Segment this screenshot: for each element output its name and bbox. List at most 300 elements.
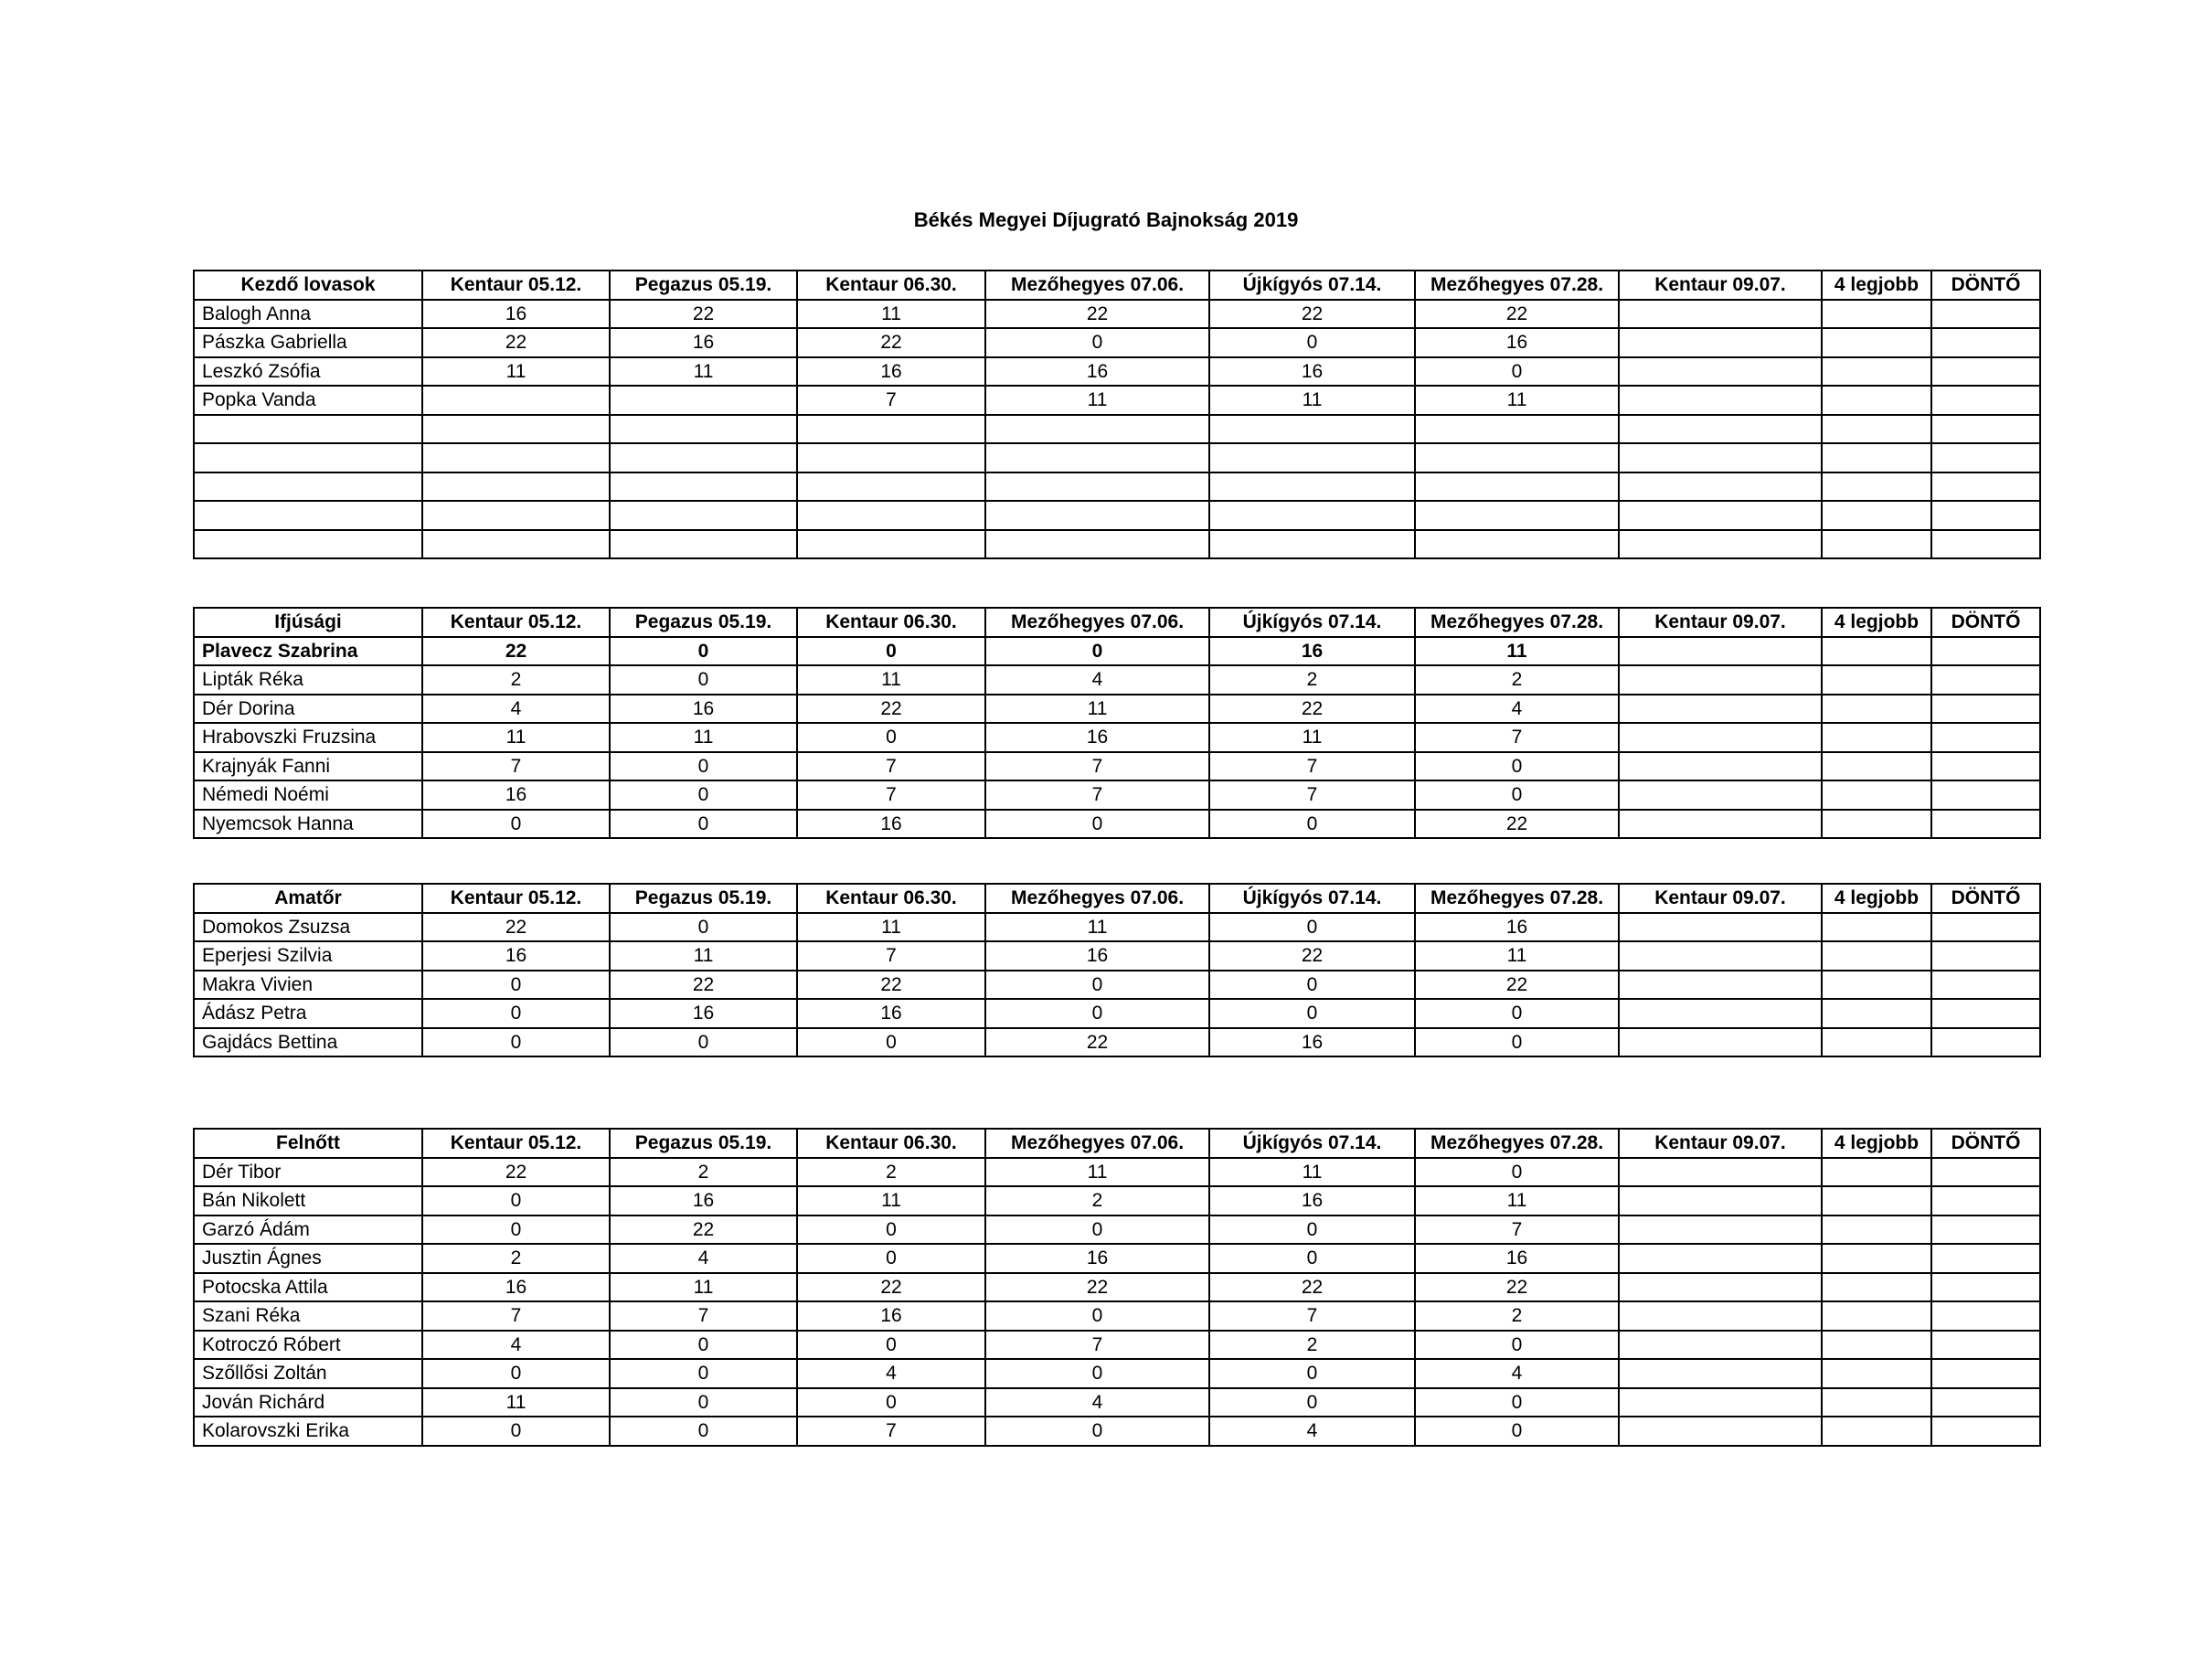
table-row <box>194 357 2040 387</box>
score-cell <box>1931 780 2040 810</box>
score-cell: 16 <box>422 780 610 810</box>
score-cell: 11 <box>1415 386 1619 415</box>
score-cell <box>1931 300 2040 329</box>
score-cell: 0 <box>985 637 1209 666</box>
score-cell: 11 <box>1209 1158 1415 1187</box>
score-cell: 11 <box>1415 941 1619 971</box>
table-row <box>194 1331 2040 1360</box>
rider-name-cell: Krajnyák Fanni <box>194 752 422 781</box>
column-header: Újkígyós 07.14. <box>1209 884 1415 913</box>
score-cell <box>1619 530 1822 559</box>
score-cell <box>422 472 610 502</box>
score-cell <box>1931 1301 2040 1331</box>
score-cell <box>1619 1301 1822 1331</box>
score-cell <box>1209 415 1415 444</box>
score-cell <box>1931 1215 2040 1245</box>
score-cell: 7 <box>985 780 1209 810</box>
score-cell: 0 <box>1415 357 1619 387</box>
score-cell: 16 <box>985 723 1209 752</box>
score-cell: 7 <box>797 752 985 781</box>
column-header: 4 legjobb <box>1822 884 1931 913</box>
score-cell: 7 <box>985 1331 1209 1360</box>
score-cell <box>985 501 1209 530</box>
rider-name-cell: Potocska Attila <box>194 1273 422 1302</box>
score-cell: 0 <box>1415 1331 1619 1360</box>
score-cell: 22 <box>797 328 985 357</box>
score-cell: 16 <box>422 300 610 329</box>
column-header: 4 legjobb <box>1822 1129 1931 1158</box>
column-header: DÖNTŐ <box>1931 1129 2040 1158</box>
score-cell: 11 <box>1209 386 1415 415</box>
score-cell <box>1931 357 2040 387</box>
score-cell <box>1209 443 1415 472</box>
rider-name-cell <box>194 530 422 559</box>
rider-name-cell: Balogh Anna <box>194 300 422 329</box>
column-header: Mezőhegyes 07.28. <box>1415 271 1619 300</box>
column-header: Újkígyós 07.14. <box>1209 271 1415 300</box>
column-header: Mezőhegyes 07.06. <box>985 608 1209 637</box>
score-cell <box>1619 472 1822 502</box>
score-cell <box>1931 1417 2040 1446</box>
score-cell <box>1619 1028 1822 1057</box>
rider-name-cell <box>194 501 422 530</box>
score-cell: 22 <box>1209 695 1415 724</box>
score-cell: 0 <box>610 913 797 942</box>
rider-name-cell: Szani Réka <box>194 1301 422 1331</box>
table-row <box>194 723 2040 752</box>
rider-name-cell: Dér Dorina <box>194 695 422 724</box>
score-cell <box>1619 695 1822 724</box>
score-cell: 0 <box>1415 1158 1619 1187</box>
rider-name-cell: Popka Vanda <box>194 386 422 415</box>
score-cell: 11 <box>985 1158 1209 1187</box>
column-header: Amatőr <box>194 884 422 913</box>
score-cell: 11 <box>985 386 1209 415</box>
rider-name-cell: Nyemcsok Hanna <box>194 810 422 839</box>
table-row <box>194 501 2040 530</box>
column-header: Kentaur 09.07. <box>1619 1129 1822 1158</box>
score-cell: 7 <box>797 386 985 415</box>
score-cell: 11 <box>797 913 985 942</box>
page-title: Békés Megyei Díjugrató Bajnokság 2019 <box>913 208 1299 231</box>
rider-name-cell: Plavecz Szabrina <box>194 637 422 666</box>
column-header: Kentaur 05.12. <box>422 271 610 300</box>
score-cell: 7 <box>985 752 1209 781</box>
rider-name-cell: Jusztin Ágnes <box>194 1244 422 1273</box>
score-cell <box>610 386 797 415</box>
rider-name-cell: Lipták Réka <box>194 665 422 695</box>
score-cell: 0 <box>797 637 985 666</box>
table-row <box>194 530 2040 559</box>
score-cell <box>1931 472 2040 502</box>
score-cell: 0 <box>1209 1244 1415 1273</box>
amator-table <box>193 883 2041 1057</box>
score-cell: 11 <box>422 357 610 387</box>
score-cell: 7 <box>1209 780 1415 810</box>
score-cell: 0 <box>1209 999 1415 1028</box>
score-cell <box>1931 386 2040 415</box>
score-cell <box>1209 472 1415 502</box>
score-cell: 4 <box>985 1388 1209 1417</box>
score-cell: 4 <box>1209 1417 1415 1446</box>
score-cell: 0 <box>985 971 1209 1000</box>
score-cell: 0 <box>1415 752 1619 781</box>
column-header: Kentaur 06.30. <box>797 271 985 300</box>
score-cell <box>1822 1331 1931 1360</box>
score-cell: 11 <box>797 300 985 329</box>
score-cell <box>1822 810 1931 839</box>
score-cell <box>1209 530 1415 559</box>
score-cell <box>610 472 797 502</box>
score-cell <box>1619 300 1822 329</box>
score-cell: 16 <box>1209 357 1415 387</box>
score-cell: 11 <box>1209 723 1415 752</box>
kezdo-lovasok-table <box>193 270 2041 559</box>
score-cell: 11 <box>797 1186 985 1215</box>
score-cell: 16 <box>1209 1028 1415 1057</box>
score-cell <box>1822 780 1931 810</box>
rider-name-cell: Ádász Petra <box>194 999 422 1028</box>
score-cell: 0 <box>610 1331 797 1360</box>
table-row <box>194 665 2040 695</box>
score-cell <box>422 530 610 559</box>
score-cell <box>1619 1215 1822 1245</box>
column-header: Mezőhegyes 07.06. <box>985 1129 1209 1158</box>
column-header: Újkígyós 07.14. <box>1209 608 1415 637</box>
score-cell <box>1931 501 2040 530</box>
score-cell <box>610 501 797 530</box>
score-cell <box>1822 1158 1931 1187</box>
felnott-table <box>193 1128 2041 1447</box>
score-cell <box>1619 637 1822 666</box>
score-cell: 0 <box>797 1388 985 1417</box>
header-row <box>194 884 2040 913</box>
score-cell <box>1822 695 1931 724</box>
score-cell: 7 <box>1415 723 1619 752</box>
score-cell: 0 <box>610 637 797 666</box>
rider-name-cell <box>194 415 422 444</box>
score-cell: 16 <box>422 941 610 971</box>
score-cell: 16 <box>1209 637 1415 666</box>
table-row <box>194 1158 2040 1187</box>
score-cell <box>1931 695 2040 724</box>
score-cell <box>797 501 985 530</box>
score-cell <box>1619 723 1822 752</box>
column-header: 4 legjobb <box>1822 608 1931 637</box>
score-cell: 7 <box>797 780 985 810</box>
score-cell <box>1619 1359 1822 1388</box>
column-header: Pegazus 05.19. <box>610 271 797 300</box>
score-cell: 16 <box>797 810 985 839</box>
score-cell <box>1931 941 2040 971</box>
score-cell: 16 <box>1209 1186 1415 1215</box>
score-cell: 22 <box>1209 941 1415 971</box>
column-header: Pegazus 05.19. <box>610 608 797 637</box>
score-cell: 0 <box>610 810 797 839</box>
column-header: Kentaur 05.12. <box>422 608 610 637</box>
score-cell: 7 <box>610 1301 797 1331</box>
table-row <box>194 1273 2040 1302</box>
score-cell: 4 <box>1415 695 1619 724</box>
score-cell <box>1822 1215 1931 1245</box>
score-cell <box>1931 971 2040 1000</box>
table-row <box>194 386 2040 415</box>
column-header: DÖNTŐ <box>1931 608 2040 637</box>
table-row <box>194 1186 2040 1215</box>
score-cell <box>610 530 797 559</box>
score-cell <box>1931 1186 2040 1215</box>
score-cell: 16 <box>1415 328 1619 357</box>
rider-name-cell: Dér Tibor <box>194 1158 422 1187</box>
table-row <box>194 415 2040 444</box>
score-cell <box>1931 443 2040 472</box>
score-cell <box>1822 723 1931 752</box>
score-cell: 0 <box>1209 1388 1415 1417</box>
score-cell: 16 <box>422 1273 610 1302</box>
score-cell <box>1822 300 1931 329</box>
score-cell: 4 <box>797 1359 985 1388</box>
score-cell <box>1822 1028 1931 1057</box>
score-cell <box>1931 665 2040 695</box>
score-cell: 22 <box>985 1273 1209 1302</box>
table-row <box>194 1028 2040 1057</box>
score-cell: 11 <box>1415 1186 1619 1215</box>
score-cell <box>1931 415 2040 444</box>
column-header: Kentaur 09.07. <box>1619 608 1822 637</box>
score-cell: 16 <box>1415 1244 1619 1273</box>
table-row <box>194 443 2040 472</box>
score-cell: 2 <box>1209 1331 1415 1360</box>
column-header: Kentaur 09.07. <box>1619 271 1822 300</box>
column-header: Kentaur 06.30. <box>797 608 985 637</box>
score-cell <box>797 443 985 472</box>
column-header: DÖNTŐ <box>1931 271 2040 300</box>
column-header: Felnőtt <box>194 1129 422 1158</box>
table-row <box>194 1215 2040 1245</box>
table-row <box>194 941 2040 971</box>
score-cell: 22 <box>985 1028 1209 1057</box>
table-row <box>194 1388 2040 1417</box>
rider-name-cell: Jován Richárd <box>194 1388 422 1417</box>
score-cell <box>1822 999 1931 1028</box>
score-cell: 0 <box>1209 971 1415 1000</box>
header-row <box>194 271 2040 300</box>
score-cell <box>1822 1359 1931 1388</box>
score-cell <box>1415 501 1619 530</box>
column-header: Kentaur 05.12. <box>422 1129 610 1158</box>
score-cell: 0 <box>610 1359 797 1388</box>
score-cell <box>985 530 1209 559</box>
rider-name-cell <box>194 472 422 502</box>
score-cell <box>1619 780 1822 810</box>
score-cell <box>1931 1244 2040 1273</box>
score-cell <box>1822 971 1931 1000</box>
score-cell: 22 <box>1415 971 1619 1000</box>
score-cell <box>422 443 610 472</box>
table-row <box>194 971 2040 1000</box>
score-cell: 22 <box>422 637 610 666</box>
table-row <box>194 1417 2040 1446</box>
score-cell: 0 <box>985 999 1209 1028</box>
score-cell <box>1822 328 1931 357</box>
score-cell: 0 <box>610 1388 797 1417</box>
score-cell: 0 <box>985 1359 1209 1388</box>
score-cell: 0 <box>797 1331 985 1360</box>
score-cell: 0 <box>797 1028 985 1057</box>
score-cell: 16 <box>610 1186 797 1215</box>
score-cell: 0 <box>610 1417 797 1446</box>
score-cell <box>1931 1158 2040 1187</box>
score-cell <box>1619 1186 1822 1215</box>
column-header: Mezőhegyes 07.06. <box>985 271 1209 300</box>
score-cell <box>1619 971 1822 1000</box>
header-row <box>194 1129 2040 1158</box>
score-cell <box>1822 941 1931 971</box>
rider-name-cell: Szőllősi Zoltán <box>194 1359 422 1388</box>
score-cell <box>1931 1331 2040 1360</box>
score-cell <box>1415 530 1619 559</box>
score-cell: 4 <box>1415 1359 1619 1388</box>
score-cell <box>1619 1388 1822 1417</box>
score-cell <box>1931 810 2040 839</box>
score-cell <box>1931 1359 2040 1388</box>
score-cell <box>1931 1388 2040 1417</box>
score-cell <box>1822 637 1931 666</box>
score-cell <box>1415 443 1619 472</box>
score-cell <box>1822 1273 1931 1302</box>
score-cell <box>1619 386 1822 415</box>
score-cell: 16 <box>610 328 797 357</box>
column-header: Kentaur 06.30. <box>797 1129 985 1158</box>
header-row <box>194 608 2040 637</box>
score-cell: 0 <box>985 810 1209 839</box>
score-cell: 0 <box>985 328 1209 357</box>
score-cell: 0 <box>1415 1417 1619 1446</box>
rider-name-cell <box>194 443 422 472</box>
score-cell <box>1931 328 2040 357</box>
table-row <box>194 999 2040 1028</box>
table-row <box>194 300 2040 329</box>
score-cell: 22 <box>797 695 985 724</box>
column-header: Újkígyós 07.14. <box>1209 1129 1415 1158</box>
rider-name-cell: Hrabovszki Fruzsina <box>194 723 422 752</box>
score-cell: 2 <box>610 1158 797 1187</box>
score-cell: 22 <box>797 1273 985 1302</box>
score-cell <box>985 415 1209 444</box>
rider-name-cell: Némedi Noémi <box>194 780 422 810</box>
score-cell <box>1931 530 2040 559</box>
column-header: Kentaur 09.07. <box>1619 884 1822 913</box>
score-cell <box>1822 357 1931 387</box>
score-cell: 22 <box>422 913 610 942</box>
score-cell: 7 <box>422 1301 610 1331</box>
rider-name-cell: Kotroczó Róbert <box>194 1331 422 1360</box>
score-cell: 22 <box>985 300 1209 329</box>
table-row <box>194 695 2040 724</box>
table-row <box>194 752 2040 781</box>
column-header: Kezdő lovasok <box>194 271 422 300</box>
score-cell <box>1822 752 1931 781</box>
score-cell: 0 <box>422 1215 610 1245</box>
rider-name-cell: Eperjesi Szilvia <box>194 941 422 971</box>
score-cell: 0 <box>797 723 985 752</box>
table-row <box>194 913 2040 942</box>
rider-name-cell: Garzó Ádám <box>194 1215 422 1245</box>
score-cell: 22 <box>422 328 610 357</box>
column-header: Kentaur 06.30. <box>797 884 985 913</box>
score-cell: 16 <box>797 357 985 387</box>
score-cell <box>1931 752 2040 781</box>
score-cell <box>610 415 797 444</box>
ifjusagi-table <box>193 607 2041 839</box>
score-cell: 0 <box>1415 1028 1619 1057</box>
score-cell <box>1619 443 1822 472</box>
score-cell <box>1822 472 1931 502</box>
score-cell: 22 <box>1209 1273 1415 1302</box>
score-cell: 0 <box>797 1244 985 1273</box>
score-cell <box>610 443 797 472</box>
rider-name-cell: Leszkó Zsófia <box>194 357 422 387</box>
score-cell <box>1822 501 1931 530</box>
score-cell: 11 <box>985 695 1209 724</box>
score-cell <box>1619 415 1822 444</box>
table-row <box>194 780 2040 810</box>
score-cell: 11 <box>1415 637 1619 666</box>
score-cell: 2 <box>985 1186 1209 1215</box>
score-cell <box>1822 530 1931 559</box>
table-row <box>194 472 2040 502</box>
score-cell: 0 <box>610 665 797 695</box>
score-cell: 7 <box>422 752 610 781</box>
score-cell <box>1619 1417 1822 1446</box>
score-cell <box>422 386 610 415</box>
table-row <box>194 810 2040 839</box>
score-cell: 11 <box>797 665 985 695</box>
score-cell <box>1619 913 1822 942</box>
score-cell <box>1822 1417 1931 1446</box>
score-cell <box>1822 443 1931 472</box>
score-cell <box>1619 501 1822 530</box>
score-cell: 11 <box>610 941 797 971</box>
score-cell <box>1931 637 2040 666</box>
score-cell: 4 <box>985 665 1209 695</box>
column-header: Pegazus 05.19. <box>610 884 797 913</box>
table-row <box>194 1301 2040 1331</box>
column-header: 4 legjobb <box>1822 271 1931 300</box>
score-cell <box>1822 1388 1931 1417</box>
column-header: Pegazus 05.19. <box>610 1129 797 1158</box>
score-cell: 22 <box>1209 300 1415 329</box>
score-cell <box>1931 1028 2040 1057</box>
table-row <box>194 1244 2040 1273</box>
score-cell <box>1822 665 1931 695</box>
score-cell <box>797 530 985 559</box>
rider-name-cell: Kolarovszki Erika <box>194 1417 422 1446</box>
score-cell: 7 <box>1415 1215 1619 1245</box>
score-cell: 0 <box>1209 1215 1415 1245</box>
score-cell: 2 <box>797 1158 985 1187</box>
score-cell: 22 <box>1415 300 1619 329</box>
score-cell: 7 <box>1209 1301 1415 1331</box>
score-cell <box>797 415 985 444</box>
score-cell <box>1931 913 2040 942</box>
score-cell: 22 <box>610 1215 797 1245</box>
score-cell <box>1619 752 1822 781</box>
score-cell <box>1619 1331 1822 1360</box>
column-header: Mezőhegyes 07.06. <box>985 884 1209 913</box>
score-cell: 16 <box>985 941 1209 971</box>
score-cell: 0 <box>610 1028 797 1057</box>
